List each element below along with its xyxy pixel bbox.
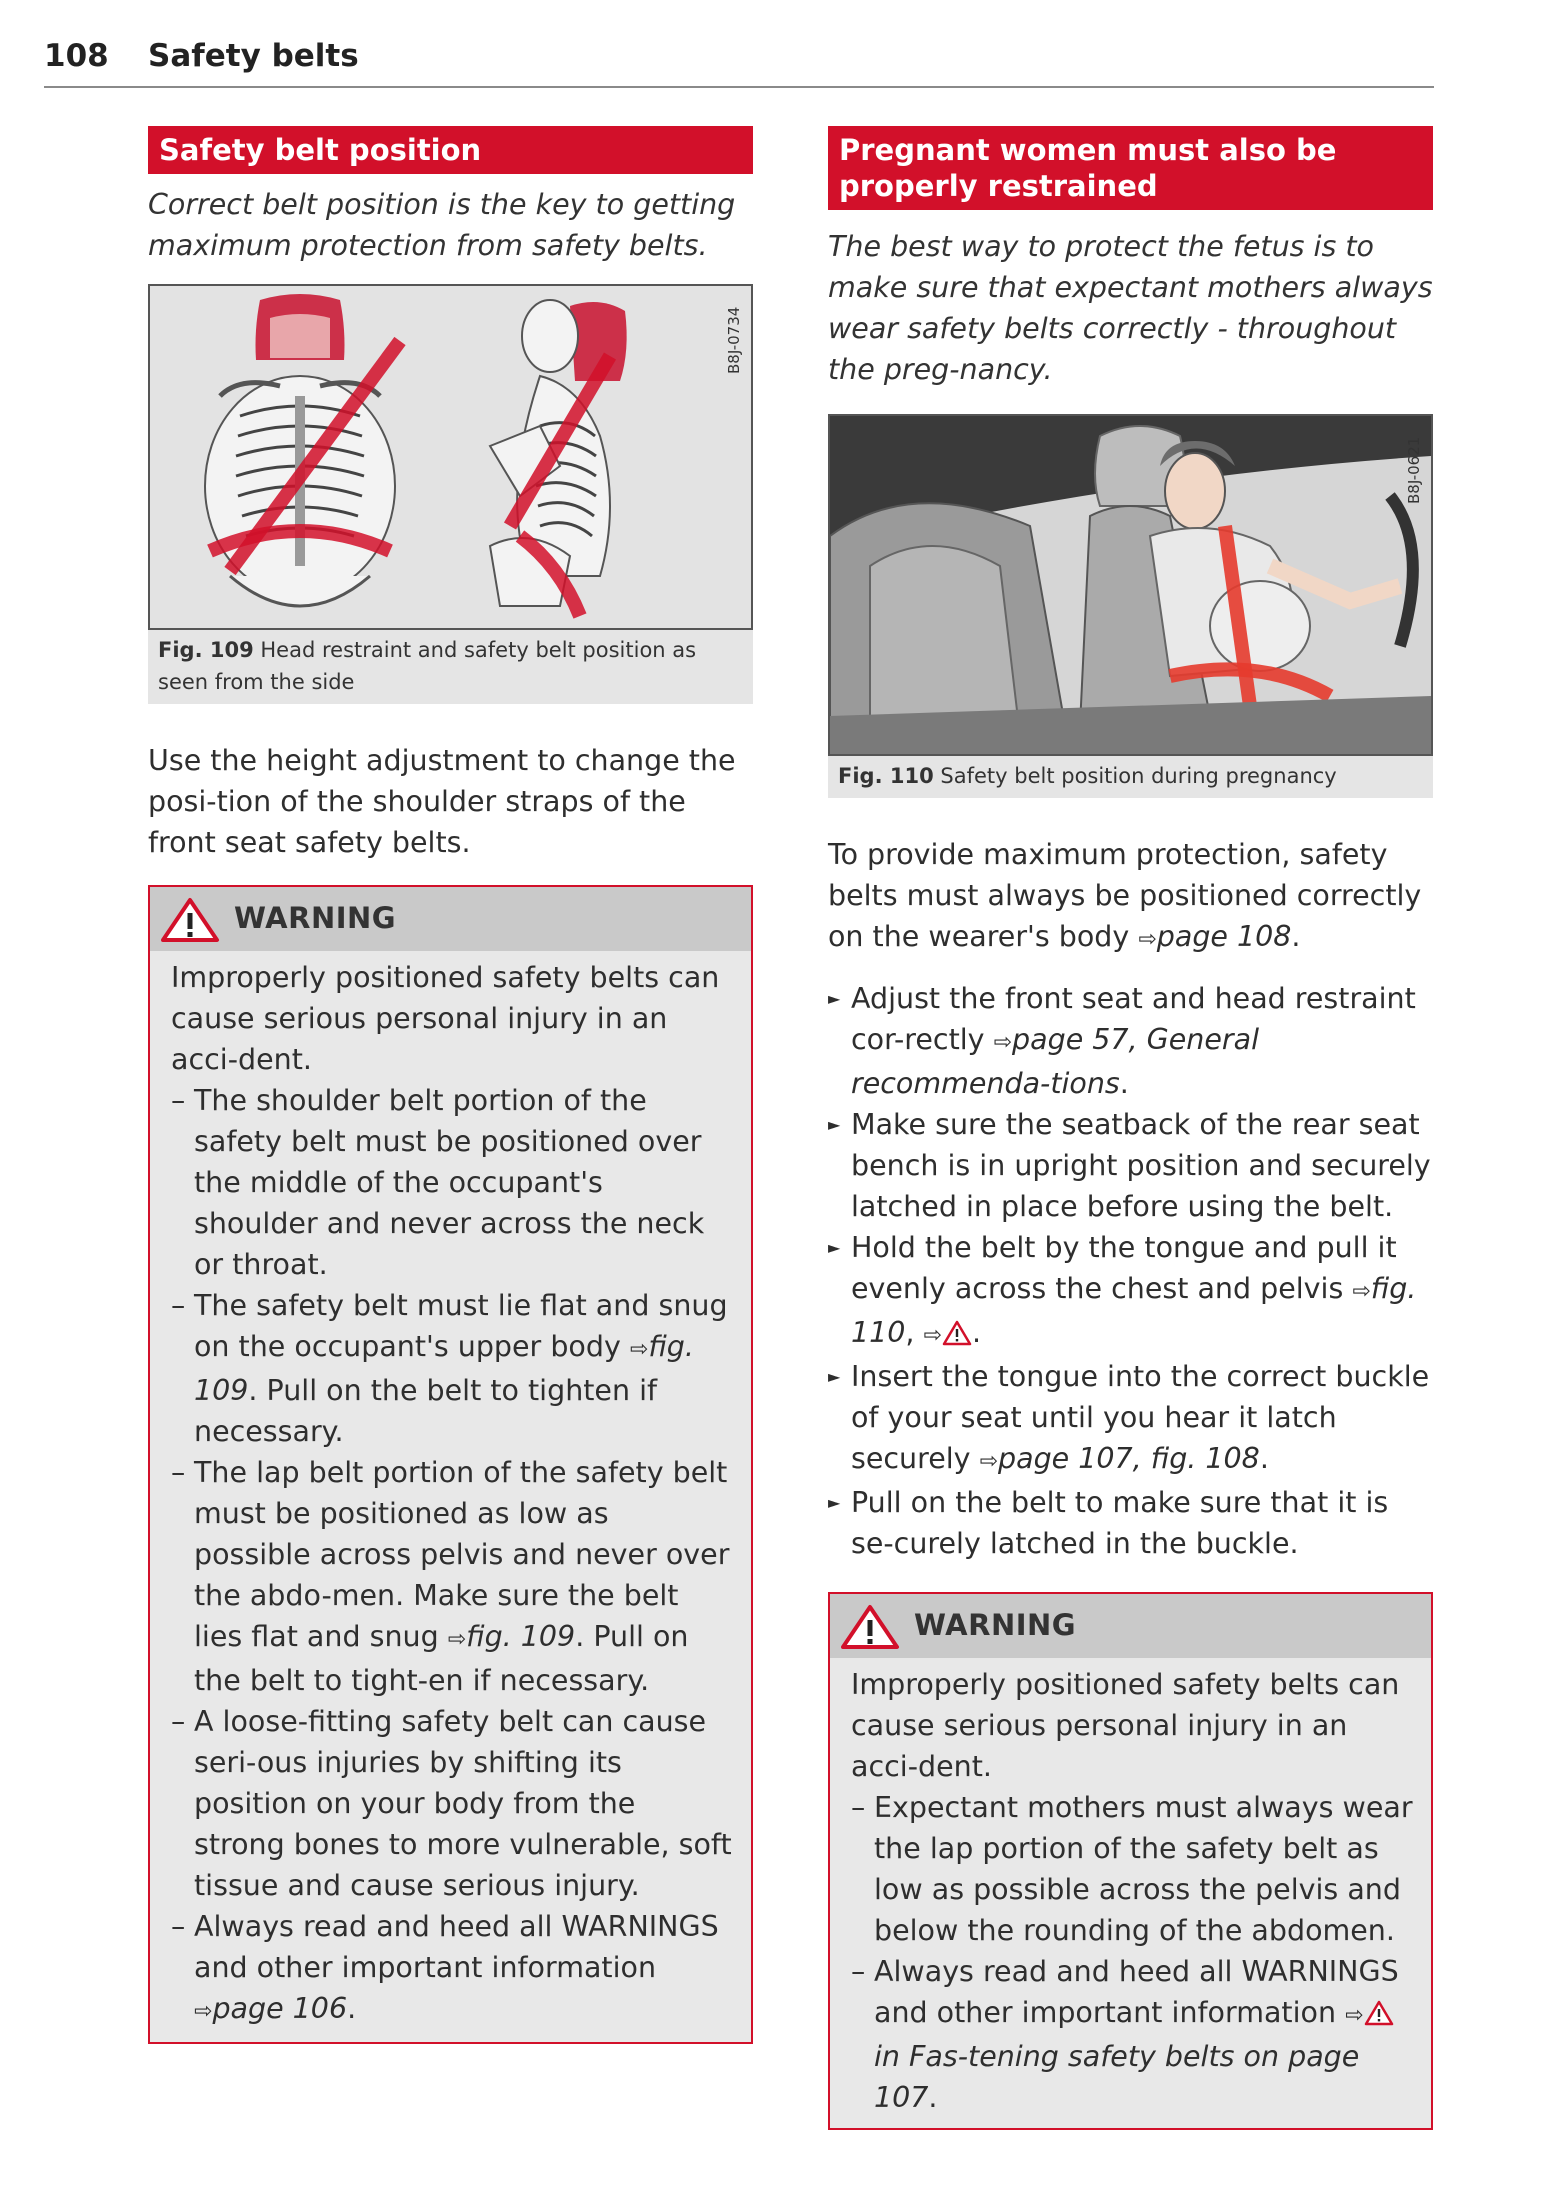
- instruction-step: ► Adjust the front seat and head restraint cor-rectly ⇨page 57, General recommenda-tions.: [828, 978, 1433, 1104]
- section-heading-pregnancy: Pregnant women must also be properly restrained: [828, 126, 1433, 210]
- figure-110: [828, 414, 1433, 756]
- warning-triangle-icon: [840, 1604, 900, 1650]
- figure-code: B8J-0621: [1405, 436, 1423, 504]
- warning-item: – A loose-fitting safety belt can cause seri-ous injuries by shifting its position on your body from the strong bones to more vulnerable, soft tissue and cause serious injury.: [171, 1701, 733, 1906]
- warning-header: [830, 1594, 1431, 1658]
- warning-body: [150, 951, 751, 2042]
- warning-header: [150, 887, 751, 951]
- figure-caption: [828, 756, 1433, 798]
- instruction-step: ► Pull on the belt to make sure that it is se-curely latched in the buckle.: [828, 1482, 1433, 1564]
- cross-reference-link[interactable]: fig. 110: [851, 1272, 1417, 1349]
- warning-title: WARNING: [914, 1608, 1077, 1642]
- warning-triangle-icon[interactable]: [1364, 2000, 1394, 2026]
- cross-reference-link[interactable]: page 57, General recommenda-tions: [851, 1023, 1259, 1100]
- warning-item: – The lap belt portion of the safety belt must be positioned as low as possible across pelvis and never over the abdo-men. Make sure the belt lies flat and snug ⇨fig. 109. Pull on the belt to tight-en if necessary.: [171, 1452, 733, 1701]
- warning-intro: Improperly positioned safety belts can cause serious personal injury in an acci-dent.: [851, 1668, 1400, 1783]
- cross-reference-link[interactable]: page 106: [212, 1992, 348, 2025]
- left-column: [148, 126, 753, 2044]
- figure-code: B8J-0734: [725, 306, 743, 374]
- right-column: [828, 126, 1433, 2130]
- cross-reference-link[interactable]: page 108: [1156, 920, 1292, 953]
- warning-list: [851, 1787, 1413, 2118]
- instruction-step: ► Insert the tongue into the correct buckle of your seat until you hear it latch securely ⇨page 107, fig. 108.: [828, 1356, 1433, 1482]
- warning-title: WARNING: [234, 901, 397, 935]
- body-text: Use the height adjustment to change the posi-tion of the shoulder straps of the front seat safety belts.: [148, 744, 736, 859]
- intro-text: Correct belt position is the key to getting maximum protection from safety belts.: [148, 188, 736, 262]
- warning-triangle-icon: [160, 897, 220, 943]
- warning-body: [830, 1658, 1431, 2128]
- warning-item: – Always read and heed all WARNINGS and other important information ⇨ in Fas-tening safety belts on page 107.: [851, 1951, 1413, 2118]
- page-header: [44, 38, 1434, 88]
- warning-intro: Improperly positioned safety belts can cause serious personal injury in an acci-dent.: [171, 961, 720, 1076]
- caption-text: Safety belt position during pregnancy: [940, 764, 1337, 788]
- warning-item: – Expectant mothers must always wear the lap portion of the safety belt as low as possible across the pelvis and below the rounding of the abdomen.: [851, 1787, 1413, 1951]
- warning-item: – Always read and heed all WARNINGS and other important information ⇨page 106.: [171, 1906, 733, 2032]
- caption-text: Head restraint and safety belt position as seen from the side: [158, 638, 697, 694]
- section-title: Safety belts: [148, 38, 359, 74]
- warning-box-right: [828, 1592, 1433, 2130]
- intro-text: The best way to protect the fetus is to make sure that expectant mothers always wear safety belts correctly - throughout the preg-nancy.: [828, 230, 1433, 386]
- instruction-step: ► Hold the belt by the tongue and pull it evenly across the chest and pelvis ⇨fig. 110, ⇨ .: [828, 1227, 1433, 1356]
- instruction-list: [828, 978, 1433, 1564]
- cross-reference-link[interactable]: fig. 109: [194, 1330, 694, 1407]
- section-heading-belt-position: Safety belt position: [148, 126, 753, 174]
- body-text: To provide maximum protection, safety belts must always be positioned correctly on the wearer's body ⇨page 108.: [828, 838, 1422, 953]
- cross-reference-link[interactable]: in Fas-tening safety belts on page 107: [874, 2040, 1360, 2114]
- warning-item: – The safety belt must lie flat and snug on the occupant's upper body ⇨fig. 109. Pull on the belt to tighten if necessary.: [171, 1285, 733, 1452]
- warning-list: [171, 1080, 733, 2032]
- warning-box-left: [148, 885, 753, 2044]
- caption-label: Fig. 110: [838, 764, 934, 788]
- skeleton-belt-illustration: [150, 286, 751, 628]
- pregnant-driver-illustration: [830, 416, 1431, 754]
- figure-caption: [148, 630, 753, 704]
- caption-label: Fig. 109: [158, 638, 254, 662]
- warning-triangle-icon[interactable]: [942, 1320, 972, 1346]
- figure-109: [148, 284, 753, 630]
- instruction-step: ► Make sure the seatback of the rear seat bench is in upright position and securely latched in place before using the belt.: [828, 1104, 1433, 1227]
- cross-reference-link[interactable]: page 107, fig. 108: [998, 1442, 1260, 1475]
- page-number: 108: [44, 38, 109, 74]
- warning-item: – The shoulder belt portion of the safety belt must be positioned over the middle of the occupant's shoulder and never across the neck or throat.: [171, 1080, 733, 1285]
- cross-reference-link[interactable]: fig. 109: [466, 1620, 576, 1653]
